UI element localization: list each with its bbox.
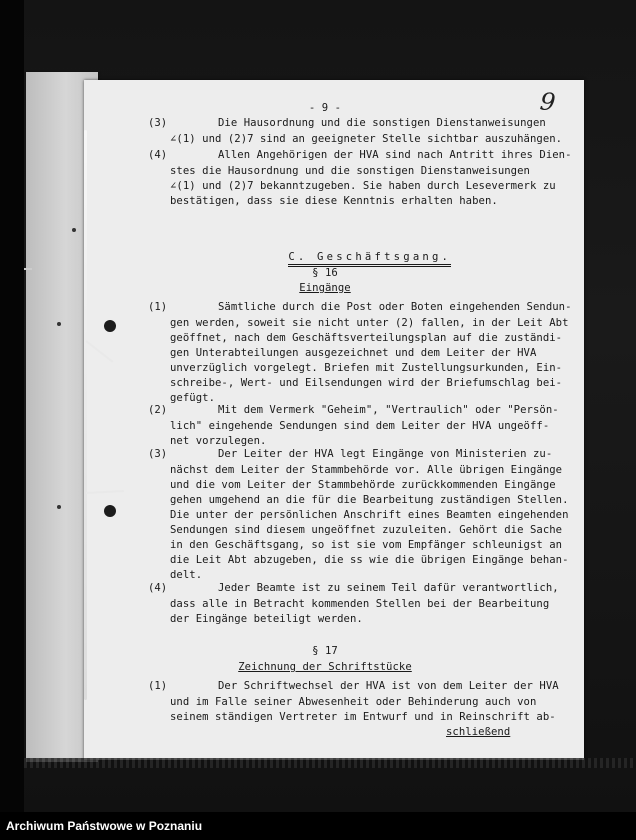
text-line: gefügt. xyxy=(170,392,215,404)
text-line: unverzüglich vorgelegt. Briefen mit Zustellungsurkunden, Ein- xyxy=(170,362,563,374)
text-line: der Eingänge beteiligt werden. xyxy=(170,613,363,625)
text-line: Mit dem Vermerk "Geheim", "Vertraulich" oder "Persön- xyxy=(218,404,559,416)
text-line: Sendungen sind diesem ungeöffnet zuzuleiten. Gehört die Sache xyxy=(170,524,563,536)
text-line: Jeder Beamte ist zu seinem Teil dafür verantwortlich, xyxy=(218,582,559,594)
text-line: und die vom Leiter der Stammbehörde zurückkommenden Eingänge xyxy=(170,479,556,491)
archive-credit: Archiwum Państwowe w Poznaniu xyxy=(6,819,203,833)
text-line: in den Geschäftsgang, so ist sie vom Empfänger schleunigst an xyxy=(170,539,563,551)
continuation-catchword: schließend xyxy=(446,726,511,738)
text-line: und im Falle seiner Abwesenheit oder Behinderung auch von xyxy=(170,696,537,708)
text-line: delt. xyxy=(170,569,203,581)
text-line: Sämtliche durch die Post oder Boten eingehenden Sendun- xyxy=(218,301,572,313)
text-line: stes die Hausordnung und die sonstigen Dienstanweisungen xyxy=(170,165,530,177)
item-marker: (2) xyxy=(148,404,168,416)
text-line: gen Unterabteilungen ausgezeichnet und dem Leiter der HVA xyxy=(170,347,537,359)
text-line: ∠(1) und (2)7 sind an geeigneter Stelle sichtbar auszuhängen. xyxy=(170,133,563,145)
text-line: seinem ständigen Vertreter im Entwurf und in Reinschrift ab- xyxy=(170,711,556,723)
item-marker: (3) xyxy=(148,117,168,129)
paragraph-number: § 17 xyxy=(312,645,338,657)
item-marker: (1) xyxy=(148,301,168,313)
handwritten-page-number: 9 xyxy=(538,87,557,117)
paragraph-number: § 16 xyxy=(312,267,338,279)
chapter-heading: C. Geschäftsgang. xyxy=(250,238,451,277)
item-marker: (3) xyxy=(148,448,168,460)
text-line: bestätigen, dass sie diese Kenntnis erhalten haben. xyxy=(170,195,498,207)
text-line: schreibe-, Wert- und Eilsendungen wird der Briefumschlag bei- xyxy=(170,377,563,389)
item-marker: (1) xyxy=(148,680,168,692)
text-line: gen werden, soweit sie nicht unter (2) fallen, in der Leit Abt xyxy=(170,317,569,329)
text-line: gehen umgehend an die für die Bearbeitung zuständigen Stellen. xyxy=(170,494,569,506)
text-line: Allen Angehörigen der HVA sind nach Antritt ihres Dien- xyxy=(218,149,572,161)
item-marker: (4) xyxy=(148,149,168,161)
paragraph-title: Eingänge xyxy=(299,282,351,294)
text-line: Der Leiter der HVA legt Eingänge von Ministerien zu- xyxy=(218,448,553,460)
text-line: lich" eingehende Sendungen sind dem Leiter der HVA ungeöff- xyxy=(170,420,550,432)
page-number: - 9 - xyxy=(308,102,342,114)
text-line: dass alle in Betracht kommenden Stellen bei der Bearbeitung xyxy=(170,598,550,610)
paragraph-title: Zeichnung der Schriftstücke xyxy=(238,661,412,673)
text-line: net vorzulegen. xyxy=(170,435,267,447)
text-line: geöffnet, nach dem Geschäftsverteilungsplan auf die zuständi- xyxy=(170,332,563,344)
text-line: Der Schriftwechsel der HVA ist von dem Leiter der HVA xyxy=(218,680,559,692)
item-marker: (4) xyxy=(148,582,168,594)
text-line: Die Hausordnung und die sonstigen Dienstanweisungen xyxy=(218,117,546,129)
text-line: ∠(1) und (2)7 bekanntzugeben. Sie haben durch Lesevermerk zu xyxy=(170,180,556,192)
text-line: die Leit Abt abzugeben, die ss wie die übrigen Eingänge behan- xyxy=(170,554,569,566)
text-line: Die unter der persönlichen Anschrift eines Beamten eingehenden xyxy=(170,509,569,521)
text-line: nächst dem Leiter der Stammbehörde vor. Alle übrigen Eingänge xyxy=(170,464,563,476)
